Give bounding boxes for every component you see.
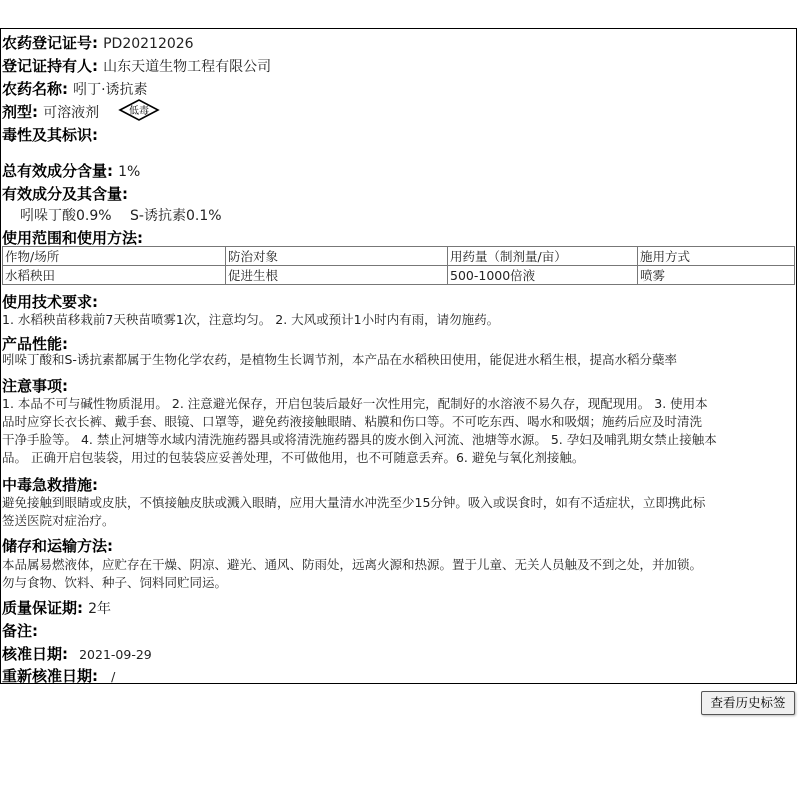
usage-header-row [3, 247, 795, 266]
header-dosage: 用药量（制剂量/亩） [448, 247, 638, 266]
performance-label: 产品性能: [2, 335, 68, 353]
ingredients-label: 有效成分及其含量: [2, 185, 128, 203]
warranty-row [2, 597, 111, 618]
holder-row [2, 55, 271, 76]
first-aid-label: 中毒急救措施: [2, 476, 98, 494]
warranty-label: 质量保证期: [2, 599, 83, 617]
view-history-label-button[interactable]: 查看历史标签 [701, 691, 795, 715]
holder-label: 登记证持有人: [2, 57, 98, 75]
reapproval-label: 重新核准日期: [2, 667, 98, 685]
storage-line: 勿与食物、饮料、种子、饲料同贮同运。 [2, 575, 228, 590]
total-label: 总有效成分含量: [2, 162, 113, 180]
reg-no-row [2, 32, 194, 53]
approval-label: 核准日期: [2, 645, 68, 663]
approval-row [2, 643, 152, 664]
storage-text [2, 556, 792, 592]
toxicity-row [2, 124, 98, 145]
name-label: 农药名称: [2, 80, 68, 98]
header-crop: 作物/场所 [3, 247, 226, 266]
usage-table [2, 246, 795, 285]
first-aid-heading [2, 474, 98, 495]
first-aid-line: 避免接触到眼睛或皮肤，不慎接触皮肤或溅入眼睛，应用大量清水冲洗至少15分钟。吸入或误食时，如有不适症状，立即携此标 [2, 495, 706, 510]
name-value: 吲丁·诱抗素 [73, 82, 148, 98]
usage-row [2, 227, 143, 248]
precautions-line: 品时应穿长衣长裤、戴手套、眼镜、口罩等，避免药液接触眼睛、粘膜和伤口等。不可吃东西、喝水和吸烟；施药后应及时清洗 [2, 414, 703, 429]
remarks-label: 备注: [2, 622, 38, 640]
cell-method: 喷雾 [638, 266, 795, 285]
technique-label: 使用技术要求: [2, 293, 98, 311]
form-value: 可溶液剂 [43, 105, 100, 121]
form-row [2, 101, 99, 122]
precautions-line: 干净手脸等。 4. 禁止河塘等水域内清洗施药器具或将清洗施药器具的废水倒入河流、池塘等水源。 5. 孕妇及哺乳期女禁止接触本 [2, 432, 717, 447]
form-label: 剂型: [2, 103, 38, 121]
precautions-line: 品。 正确开启包装袋，用过的包装袋应妥善处理，不可做他用，也不可随意丢弃。6. 避免与氧化剂接触。 [2, 450, 585, 465]
ingredients-value: 吲哚丁酸0.9% S-诱抗素0.1% [20, 208, 222, 224]
performance-text: 吲哚丁酸和S-诱抗素都属于生物化学农药，是植物生长调节剂，本产品在水稻秧田使用，能促进水稻生根，提高水稻分蘖率 [2, 352, 677, 367]
badge-text: 低毒 [129, 106, 149, 117]
toxicity-label: 毒性及其标识: [2, 126, 98, 144]
usage-label: 使用范围和使用方法: [2, 229, 143, 247]
header-target: 防治对象 [226, 247, 448, 266]
reapproval-row [2, 665, 115, 686]
remarks-row [2, 620, 38, 641]
ingredients-row [2, 183, 128, 204]
total-value: 1% [118, 164, 141, 180]
first-aid-line: 签送医院对症治疗。 [2, 513, 115, 528]
cell-dosage: 500-1000倍液 [448, 266, 638, 285]
table-row [3, 266, 795, 285]
storage-line: 本品属易燃液体，应贮存在干燥、阴凉、避光、通风、防雨处，远离火源和热源。置于儿童、无关人员触及不到之处，并加锁。 [2, 557, 703, 572]
cell-crop: 水稻秧田 [3, 266, 226, 285]
storage-heading [2, 535, 113, 556]
reg-no-label: 农药登记证号: [2, 34, 98, 52]
technique-heading [2, 291, 98, 312]
name-row [2, 78, 148, 99]
precautions-label: 注意事项: [2, 377, 68, 395]
precautions-heading [2, 375, 68, 396]
storage-label: 储存和运输方法: [2, 537, 113, 555]
total-row [2, 160, 140, 181]
reapproval-value: / [111, 669, 116, 684]
precautions-text [2, 395, 792, 467]
header-method: 施用方式 [638, 247, 795, 266]
holder-value: 山东天道生物工程有限公司 [103, 59, 272, 75]
low-toxicity-badge [118, 98, 160, 122]
approval-value: 2021-09-29 [79, 647, 152, 662]
reg-no-value: PD20212026 [103, 36, 194, 52]
warranty-value: 2年 [88, 601, 112, 617]
technique-text: 1. 水稻秧苗移栽前7天秧苗喷雾1次，注意均匀。 2. 大风或预计1小时内有雨，请勿施药。 [2, 312, 500, 327]
cell-target: 促进生根 [226, 266, 448, 285]
first-aid-text [2, 494, 792, 530]
precautions-line: 1. 本品不可与碱性物质混用。 2. 注意避光保存，开启包装后最好一次性用完，配制好的水溶液不易久存，现配现用。 3. 使用本 [2, 396, 708, 411]
